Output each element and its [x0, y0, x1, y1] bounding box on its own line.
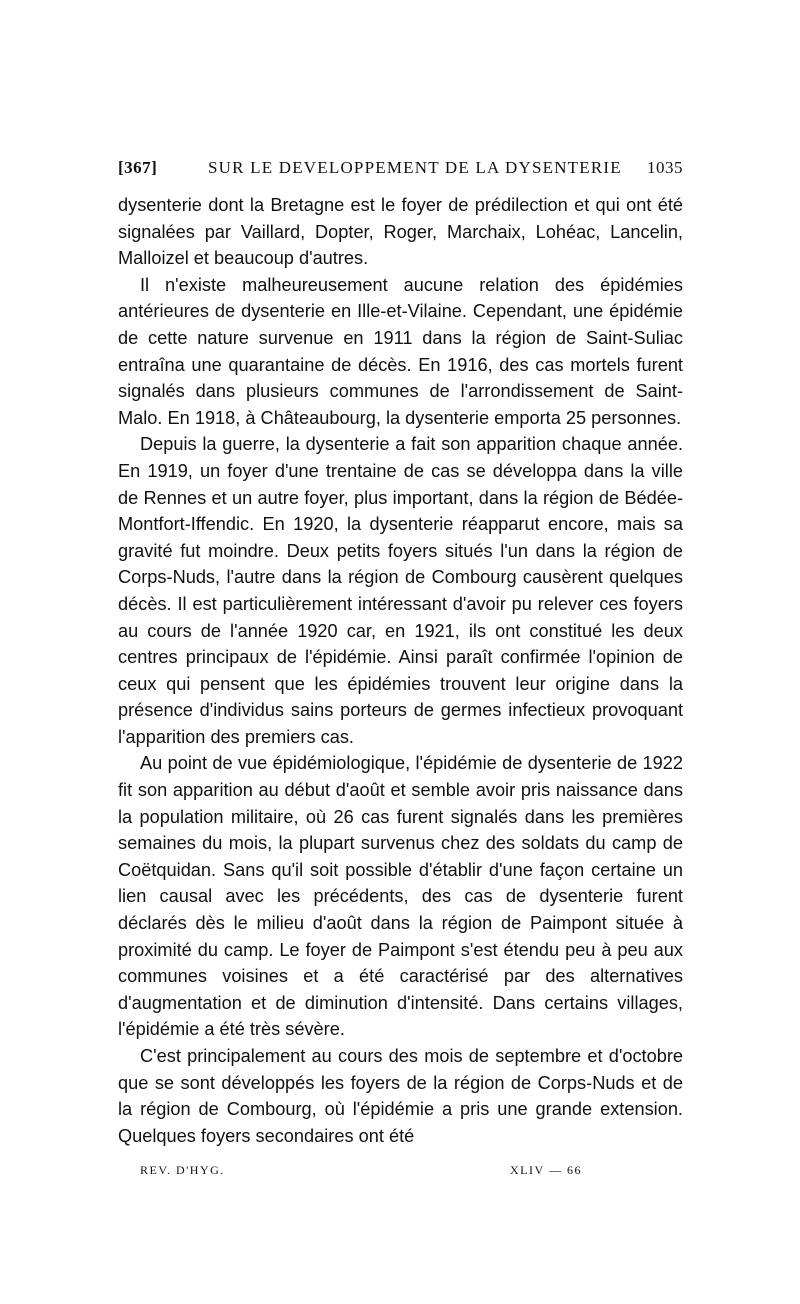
running-title: SUR LE DEVELOPPEMENT DE LA DYSENTERIE: [208, 158, 622, 177]
running-header: [118, 158, 683, 182]
paragraph: Il n'existe malheureusement aucune relation des épidémies antérieures de dysenterie en Ille-et-Vilaine. Cependant, une épidémie de cette nature survenue en 1911 dans la région de Saint-Suliac entraîna une quarantaine de décès. En 1916, des cas mortels furent signalés dans plusieurs communes de l'arrondissement de Saint-Malo. En 1918, à Châteaubourg, la dysenterie emporta 25 personnes.: [118, 274, 683, 428]
volume-signature: XLIV — 66: [510, 1163, 582, 1177]
signature-footer: [140, 1163, 660, 1183]
paragraph-continuation: dysenterie dont la Bretagne est le foyer de prédilection et qui ont été signalées par Vaillard, Dopter, Roger, Marchaix, Lohéac, Lancelin, Malloizel et beaucoup d'autres.: [118, 195, 683, 269]
page-number: 1035: [647, 158, 683, 177]
page-number-bracketed: [367]: [118, 158, 158, 177]
body-text: [118, 192, 683, 1149]
journal-signature: REV. D'HYG.: [140, 1163, 225, 1177]
paragraph: Au point de vue épidémiologique, l'épidémie de dysenterie de 1922 fit son apparition au début d'août et semble avoir pris naissance dans la population militaire, où 26 cas furent signalés dans les premières semaines du mois, la plupart survenus chez des soldats du camp de Coëtquidan. Sans qu'il soit possible d'établir d'une façon certaine un lien causal avec les précédents, des cas de dysenterie furent déclarés dès le milieu d'août dans la région de Paimpont située à proximité du camp. Le foyer de Paimpont s'est étendu peu à peu aux communes voisines et a été caractérisé par des alternatives d'augmentation et de diminution d'intensité. Dans certains villages, l'épidémie a été très sévère.: [118, 753, 683, 1040]
paragraph: C'est principalement au cours des mois de septembre et d'octobre que se sont développés les foyers de la région de Corps-Nuds et de la région de Combourg, où l'épidémie a pris une grande extension. Quelques foyers secondaires ont été: [118, 1046, 683, 1146]
paragraph: Depuis la guerre, la dysenterie a fait son apparition chaque année. En 1919, un foyer d'une trentaine de cas se développa dans la ville de Rennes et un autre foyer, plus important, dans la région de Bédée-Montfort-Iffendic. En 1920, la dysenterie réapparut encore, mais sa gravité fut moindre. Deux petits foyers situés l'un dans la région de Corps-Nuds, l'autre dans la région de Combourg causèrent quelques décès. Il est particulièrement intéressant d'avoir pu relever ces foyers au cours de l'année 1920 car, en 1921, ils ont constitué les deux centres principaux de l'épidémie. Ainsi paraît confirmée l'opinion de ceux qui pensent que les épidémies trouvent leur origine dans la présence d'individus sains porteurs de germes infectieux provoquant l'apparition des premiers cas.: [118, 434, 683, 747]
